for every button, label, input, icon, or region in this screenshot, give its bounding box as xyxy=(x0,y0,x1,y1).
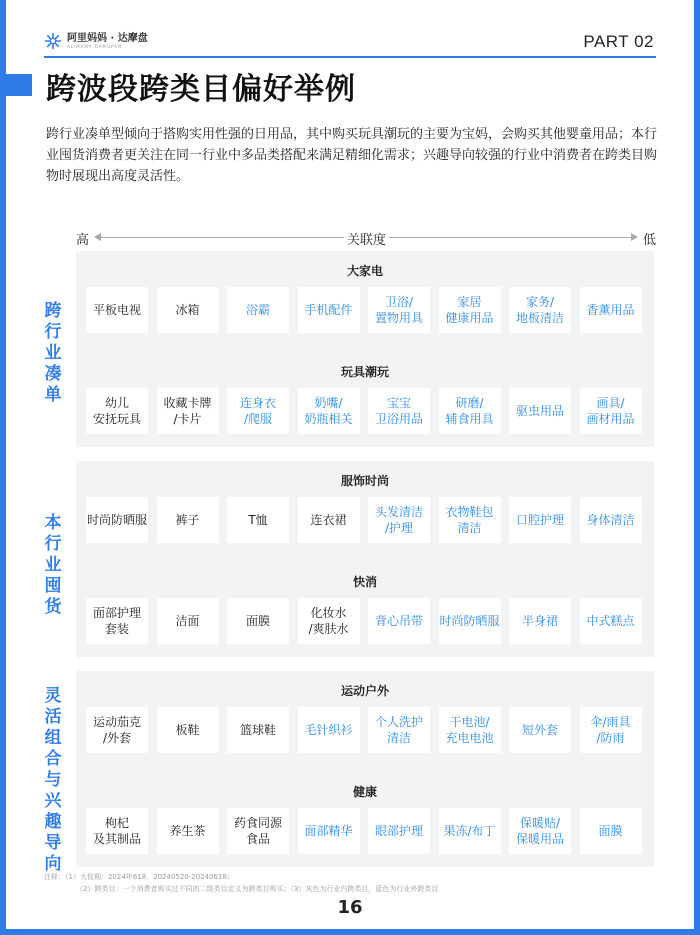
logo-text: 阿里妈妈 · 达摩盘 xyxy=(67,33,148,44)
category-cell-label: 背心吊带 xyxy=(374,614,423,628)
category-cell-label: 面膜 xyxy=(598,824,623,838)
category-cell-external xyxy=(509,808,571,854)
category-cell-label: 保暖贴/ 保暖用品 xyxy=(515,816,564,846)
category-cell-external xyxy=(227,388,289,434)
relevance-axis xyxy=(76,229,656,247)
category-cell-label: 面部护理 套装 xyxy=(92,606,141,636)
category-cell-internal xyxy=(227,497,289,543)
category-cell-label: 平板电视 xyxy=(92,303,141,317)
category-cell-external xyxy=(298,707,360,753)
category-cell-label: 宝宝 卫浴用品 xyxy=(374,396,423,426)
category-row xyxy=(86,707,646,753)
group-title: 服饰时尚 xyxy=(340,474,389,488)
category-cell-internal xyxy=(157,707,219,753)
category-cell-external xyxy=(509,598,571,644)
section-label: 本 行 业 囤 货 xyxy=(44,513,62,617)
category-row xyxy=(86,497,646,543)
category-cell-external xyxy=(298,287,360,333)
category-cell-label: 香薰用品 xyxy=(586,303,635,317)
arrow-right-icon xyxy=(631,233,638,241)
category-cell-internal xyxy=(298,497,360,543)
category-cell-label: 眼部护理 xyxy=(374,824,423,838)
group-title: 玩具潮玩 xyxy=(340,365,389,379)
category-cell-internal xyxy=(157,497,219,543)
category-cell-label: 个人洗护 清洁 xyxy=(374,715,423,745)
page-number: 16 xyxy=(337,897,363,918)
group-title: 健康 xyxy=(352,785,377,799)
category-cell-label: 板鞋 xyxy=(175,723,200,737)
axis-high-label: 高 xyxy=(76,229,89,248)
category-cell-external xyxy=(368,388,430,434)
category-cell-internal xyxy=(86,388,148,434)
category-cell-external xyxy=(580,388,642,434)
group-title: 大家电 xyxy=(346,264,383,278)
category-cell-external xyxy=(509,707,571,753)
category-cell-external xyxy=(580,287,642,333)
category-cell-label: 化妆水 /爽肤水 xyxy=(308,606,349,636)
axis-title: 关联度 xyxy=(344,229,389,248)
logo-star-icon xyxy=(44,32,62,50)
logo-subtext: ALIMAMA DAMOPAN xyxy=(67,44,123,49)
category-cell-internal xyxy=(227,707,289,753)
category-cell-label: 衣物鞋包 清洁 xyxy=(445,505,494,535)
category-cell-internal xyxy=(227,808,289,854)
category-cell-internal xyxy=(298,598,360,644)
part-label: PART 02 xyxy=(583,32,654,51)
title-accent-bar xyxy=(6,74,32,96)
category-cell-label: 枸杞 及其制品 xyxy=(92,816,141,846)
category-cell-external xyxy=(368,287,430,333)
page-header xyxy=(44,30,654,54)
category-cell-label: 时尚防晒服 xyxy=(439,614,500,628)
arrow-left-icon xyxy=(94,233,101,241)
category-cell-label: 药食同源 食品 xyxy=(233,816,282,846)
category-cell-internal xyxy=(86,707,148,753)
category-cell-internal xyxy=(157,808,219,854)
category-cell-external xyxy=(439,388,501,434)
brand-logo xyxy=(44,32,148,50)
axis-low-label: 低 xyxy=(643,229,656,248)
category-cell-label: 浴霸 xyxy=(245,303,270,317)
category-cell-label: 幼儿 安抚玩具 xyxy=(92,396,141,426)
category-cell-label: 连衣裙 xyxy=(310,513,347,527)
category-cell-external xyxy=(580,707,642,753)
category-cell-label: 短外套 xyxy=(521,723,558,737)
category-row xyxy=(86,388,646,434)
section-panel xyxy=(76,671,654,867)
category-cell-label: 干电池/ 充电电池 xyxy=(445,715,494,745)
category-cell-internal xyxy=(157,287,219,333)
category-cell-external xyxy=(580,497,642,543)
category-cell-label: 半身裙 xyxy=(521,614,558,628)
category-cell-external xyxy=(227,287,289,333)
footnote-2: （2）跨类目：一个消费者购买过不同的二级类目定义为跨类目购买；（3）灰色为行业内跨类目，蓝色为行业外跨类目 xyxy=(76,885,439,893)
category-cell-label: 连身衣 /爬服 xyxy=(239,396,276,426)
section-panel xyxy=(76,461,654,657)
category-cell-label: 家居 健康用品 xyxy=(445,295,494,325)
category-row xyxy=(86,287,646,333)
category-cell-external xyxy=(368,497,430,543)
footnote-1: 注释：（1）大促期：2024年618，20240520-20240618； xyxy=(44,873,234,881)
category-cell-label: 驱虫用品 xyxy=(515,404,564,418)
category-cell-label: 奶嘴/ 奶瓶相关 xyxy=(304,396,353,426)
category-cell-external xyxy=(298,388,360,434)
category-cell-label: 运动茄克 /外套 xyxy=(92,715,141,745)
category-cell-internal xyxy=(86,287,148,333)
category-cell-label: 洁面 xyxy=(175,614,200,628)
category-row xyxy=(86,598,646,644)
category-cell-label: 果冻/布丁 xyxy=(443,824,496,838)
category-cell-external xyxy=(509,388,571,434)
header-divider xyxy=(44,56,656,58)
category-cell-external xyxy=(580,808,642,854)
footnotes xyxy=(44,871,438,895)
category-cell-internal xyxy=(157,388,219,434)
section-label: 跨 行 业 凑 单 xyxy=(44,301,62,405)
category-cell-label: 面部精华 xyxy=(304,824,353,838)
category-cell-label: 养生茶 xyxy=(169,824,206,838)
category-cell-label: 毛针织衫 xyxy=(304,723,353,737)
category-cell-external xyxy=(509,287,571,333)
category-cell-external xyxy=(439,287,501,333)
category-cell-label: 身体清洁 xyxy=(586,513,635,527)
category-cell-external xyxy=(439,707,501,753)
category-cell-label: 画具/ 画材用品 xyxy=(586,396,635,426)
category-cell-external xyxy=(509,497,571,543)
category-cell-label: 收藏卡牌 /卡片 xyxy=(163,396,212,426)
category-cell-label: 卫浴/ 置物用具 xyxy=(374,295,423,325)
category-cell-external xyxy=(368,808,430,854)
category-cell-internal xyxy=(227,598,289,644)
intro-paragraph: 跨行业凑单型倾向于搭购实用性强的日用品，其中购买玩具潮玩的主要为宝妈，会购买其他婴童用品；本行业囤货消费者更关注在同一行业中多品类搭配来满足精细化需求；兴趣导向较强的行业中消费者在跨类目购物时展现出高度灵活性。 xyxy=(46,127,658,184)
category-cell-label: 研磨/ 辅食用具 xyxy=(445,396,494,426)
category-cell-label: 面膜 xyxy=(245,614,270,628)
category-cell-external xyxy=(439,598,501,644)
category-cell-label: 伞/雨具 /防雨 xyxy=(590,715,631,745)
category-row xyxy=(86,808,646,854)
category-cell-internal xyxy=(157,598,219,644)
category-cell-internal xyxy=(86,808,148,854)
category-cell-label: 中式糕点 xyxy=(586,614,635,628)
category-cell-label: 时尚防晒服 xyxy=(86,513,147,527)
category-cell-external xyxy=(580,598,642,644)
category-cell-label: 冰箱 xyxy=(175,303,200,317)
category-cell-label: T恤 xyxy=(248,513,268,527)
category-cell-label: 家务/ 地板清洁 xyxy=(515,295,564,325)
category-cell-label: 裤子 xyxy=(175,513,200,527)
category-cell-label: 手机配件 xyxy=(304,303,353,317)
section-label: 灵 活 组 合 与 兴 趣 导 向 xyxy=(44,686,62,874)
category-cell-label: 篮球鞋 xyxy=(239,723,276,737)
category-cell-internal xyxy=(86,598,148,644)
section-panel xyxy=(76,251,654,447)
category-cell-external xyxy=(298,808,360,854)
page-title: 跨波段跨类目偏好举例 xyxy=(46,72,356,107)
category-cell-external xyxy=(368,707,430,753)
group-title: 运动户外 xyxy=(340,684,389,698)
category-cell-external xyxy=(439,497,501,543)
group-title: 快消 xyxy=(352,575,377,589)
category-cell-internal xyxy=(86,497,148,543)
category-cell-label: 口腔护理 xyxy=(515,513,564,527)
category-cell-external xyxy=(439,808,501,854)
category-cell-label: 头发清洁 /护理 xyxy=(374,505,423,535)
category-cell-external xyxy=(368,598,430,644)
